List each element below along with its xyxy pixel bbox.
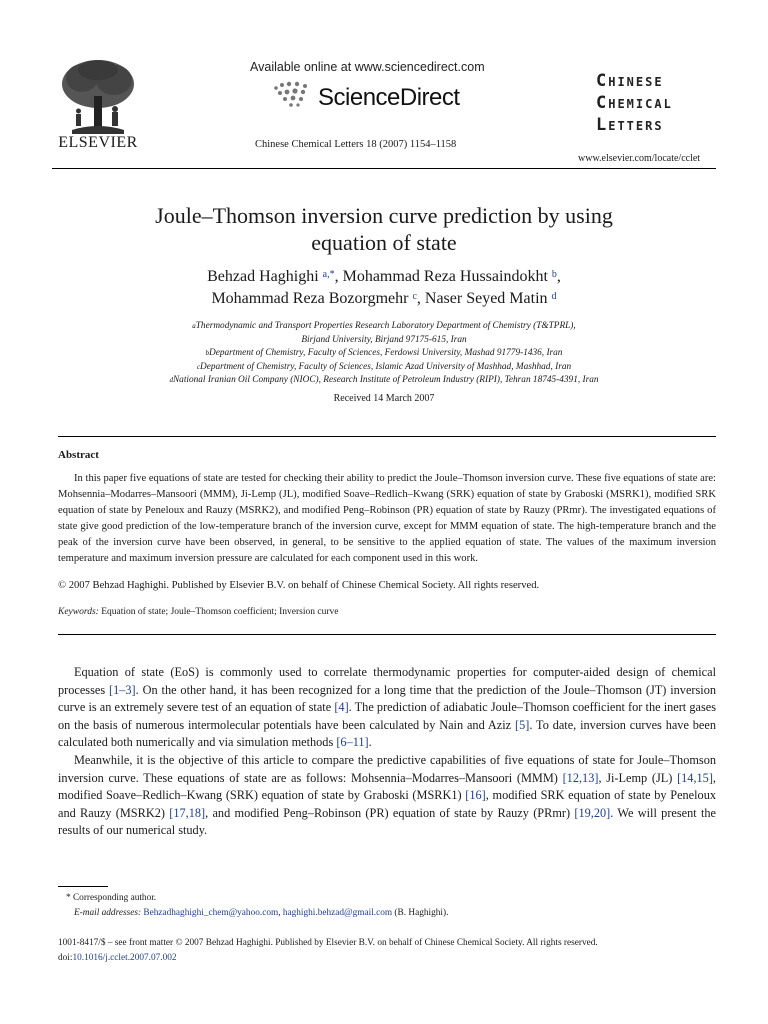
- author-affil-link[interactable]: d: [551, 291, 557, 302]
- citation-link[interactable]: [17,18]: [169, 805, 206, 820]
- footnote-star: *: [66, 893, 71, 903]
- author-affil-link[interactable]: b: [551, 269, 557, 280]
- received-date: Received 14 March 2007: [333, 393, 435, 404]
- affiliation: $^a$Thermodynamic and Transport Properties Research Laboratory Department of Chemistry (T&TPRL),: [192, 321, 576, 331]
- title-line: equation of state: [311, 230, 457, 255]
- author-name: Naser Seyed Matin: [424, 290, 548, 307]
- citation-link[interactable]: [14,15]: [677, 770, 713, 785]
- paragraph-objective: Meanwhile, it is the objective of this article to compare the predictive capabilities of five equations of state for Joule–Thomson inversion curve. These equations of state are as follows: Mohsennia–Modarres–Mansoori (MMM) [12,13], Ji-Lemp (JL) [14,15], modified Soave–Redlich–Kwang (SRK) equation of state by Graboski (MSRK1) [16], modified SRK equation of state by Peneloux and Rauzy (MSRK2) [17,18], and modified Peng–Robinson (PR) equation of state by Rauzy (PRmr) [19,20]. We will present the results of our numerical study.: [58, 752, 717, 838]
- affiliation: $^b$Department of Chemistry, Faculty of Sciences, Ferdowsi University, Mashad 91779-1436, Iran: [205, 348, 563, 358]
- author-affil-link[interactable]: a,*: [322, 269, 335, 280]
- journal-title-line: Letters: [596, 115, 664, 135]
- abstract-bottom-divider: [58, 634, 716, 635]
- citation-link[interactable]: [6–11]: [336, 735, 369, 750]
- paper-title: [60, 202, 708, 256]
- author-affil-link[interactable]: c: [412, 291, 417, 302]
- journal-url[interactable]: www.elsevier.com/locate/cclet: [578, 153, 701, 164]
- footnote: * Corresponding author. E-mail addresses: Behzadhaghighi_chem@yahoo.com, haghighi.behzad@gmail.com (B. Haghighi).: [66, 893, 449, 918]
- doi-prefix: doi:: [58, 953, 73, 963]
- corresponding-author: Corresponding author.: [72, 893, 157, 903]
- author-name: Behzad Haghighi: [207, 268, 319, 285]
- abstract-heading: Abstract: [58, 449, 99, 461]
- journal-reference: Chinese Chemical Letters 18 (2007) 1154–1158: [255, 139, 457, 150]
- citation-link[interactable]: [1–3]: [109, 682, 136, 697]
- abstract-copyright: © 2007 Behzad Haghighi. Published by Elsevier B.V. on behalf of Chinese Chemical Society. All rights reserved.: [58, 580, 540, 591]
- body-text: [58, 664, 716, 840]
- available-online-text[interactable]: Available online at www.sciencedirect.com: [250, 60, 485, 74]
- author-list: Behzad Haghighi $^{a,*}$, Mohammad Reza Hussaindokht $^b$, Mohammad Reza Bozorgmehr $^c$, Naser Seyed Matin $^d$: [207, 268, 561, 307]
- citation-link[interactable]: [5]: [514, 717, 530, 732]
- author-name: Mohammad Reza Bozorgmehr: [211, 290, 409, 307]
- affiliations: [60, 320, 708, 388]
- author-name: Mohammad Reza Hussaindokht: [342, 268, 548, 285]
- title-line: Joule–Thomson inversion curve prediction by using: [155, 203, 613, 228]
- publisher-name: ELSEVIER: [58, 134, 138, 151]
- sciencedirect-wordmark[interactable]: ScienceDirect: [318, 84, 460, 111]
- doi-link[interactable]: 10.1016/j.cclet.2007.07.002: [72, 953, 177, 963]
- footnote-divider: [58, 886, 108, 887]
- affiliation: $^d$National Iranian Oil Company (NIOC), Research Institute of Petroleum Industry (RIPI), Tehran 18745-4391, Iran: [169, 375, 599, 385]
- affiliation: $^c$Department of Chemistry, Faculty of Sciences, Islamic Azad University of Mashhad, Mashhad, Iran: [196, 361, 572, 372]
- journal-title-line: Chinese: [596, 71, 664, 91]
- citation-link[interactable]: [16]: [465, 788, 486, 803]
- journal-title-line: Chemical: [596, 93, 673, 113]
- keywords-label: Keywords:: [58, 607, 99, 617]
- page-footer: [58, 936, 716, 966]
- citation-link[interactable]: [12,13]: [562, 770, 599, 785]
- email-link[interactable]: haghighi.behzad@gmail.com: [282, 908, 393, 918]
- journal-title-logo: [596, 70, 673, 136]
- abstract-top-divider: [58, 436, 716, 437]
- email-link[interactable]: Behzadhaghighi_chem@yahoo.com: [143, 908, 279, 918]
- front-matter: 1001-8417/$ – see front matter © 2007 Behzad Haghighi. Published by Elsevier B.V. on behalf of Chinese Chemical Society. All rights reserved.: [58, 938, 598, 948]
- email-label: E-mail addresses:: [74, 908, 142, 918]
- citation-link[interactable]: [4]: [334, 700, 349, 715]
- keywords: [58, 607, 716, 617]
- paragraph-intro: Equation of state (EoS) is commonly used to correlate thermodynamic properties for computer-aided design of chemical processes [1–3]. On the other hand, it has been recognized for a long time that the prediction of the Joule–Thomson (JT) inversion curve is an extremely severe test of an equation of state [4]. The prediction of adiabatic Joule–Thomson coefficient for the inert gases on the basis of numerous intermolecular potentials have been calculated by Nain and Aziz [5]. To date, inversion curves have been calculated both numerically and via simulation methods [6–11].: [58, 665, 717, 750]
- citation-link[interactable]: [19,20]: [574, 805, 611, 820]
- keywords-list: Equation of state; Joule–Thomson coefficient; Inversion curve: [101, 607, 339, 617]
- sciencedirect-dots-icon: [272, 80, 312, 110]
- abstract-body: In this paper five equations of state are tested for checking their ability to predict the Joule–Thomson inversion curve. These five equations of state are: Mohsennia–Modarres–Mansoori (MMM), Ji-Lemp (JL), modified Soave–Redlich–Kwang (SRK) equation of state by Graboski (MSRK1), modified SRK equation of state by Peneloux and Rauzy (MSRK2), and modified Peng–Robinson (PR) equation of state by Rauzy (PRmr). The investigated equations of state give good prediction of the low-temperature branch of the inversion curve, except for MMM equation of state. The high-temperature branch and the peak of the inversion curve have been observed, in general, to be sensitive to the applied equation of state. The values of the maximum inversion temperature and maximum inversion pressure are calculated for each component used in this work.: [58, 473, 716, 564]
- elsevier-tree-logo: [52, 56, 144, 142]
- affiliation: Birjand University, Birjand 97175-615, Iran: [301, 334, 467, 345]
- header-divider: [52, 168, 716, 169]
